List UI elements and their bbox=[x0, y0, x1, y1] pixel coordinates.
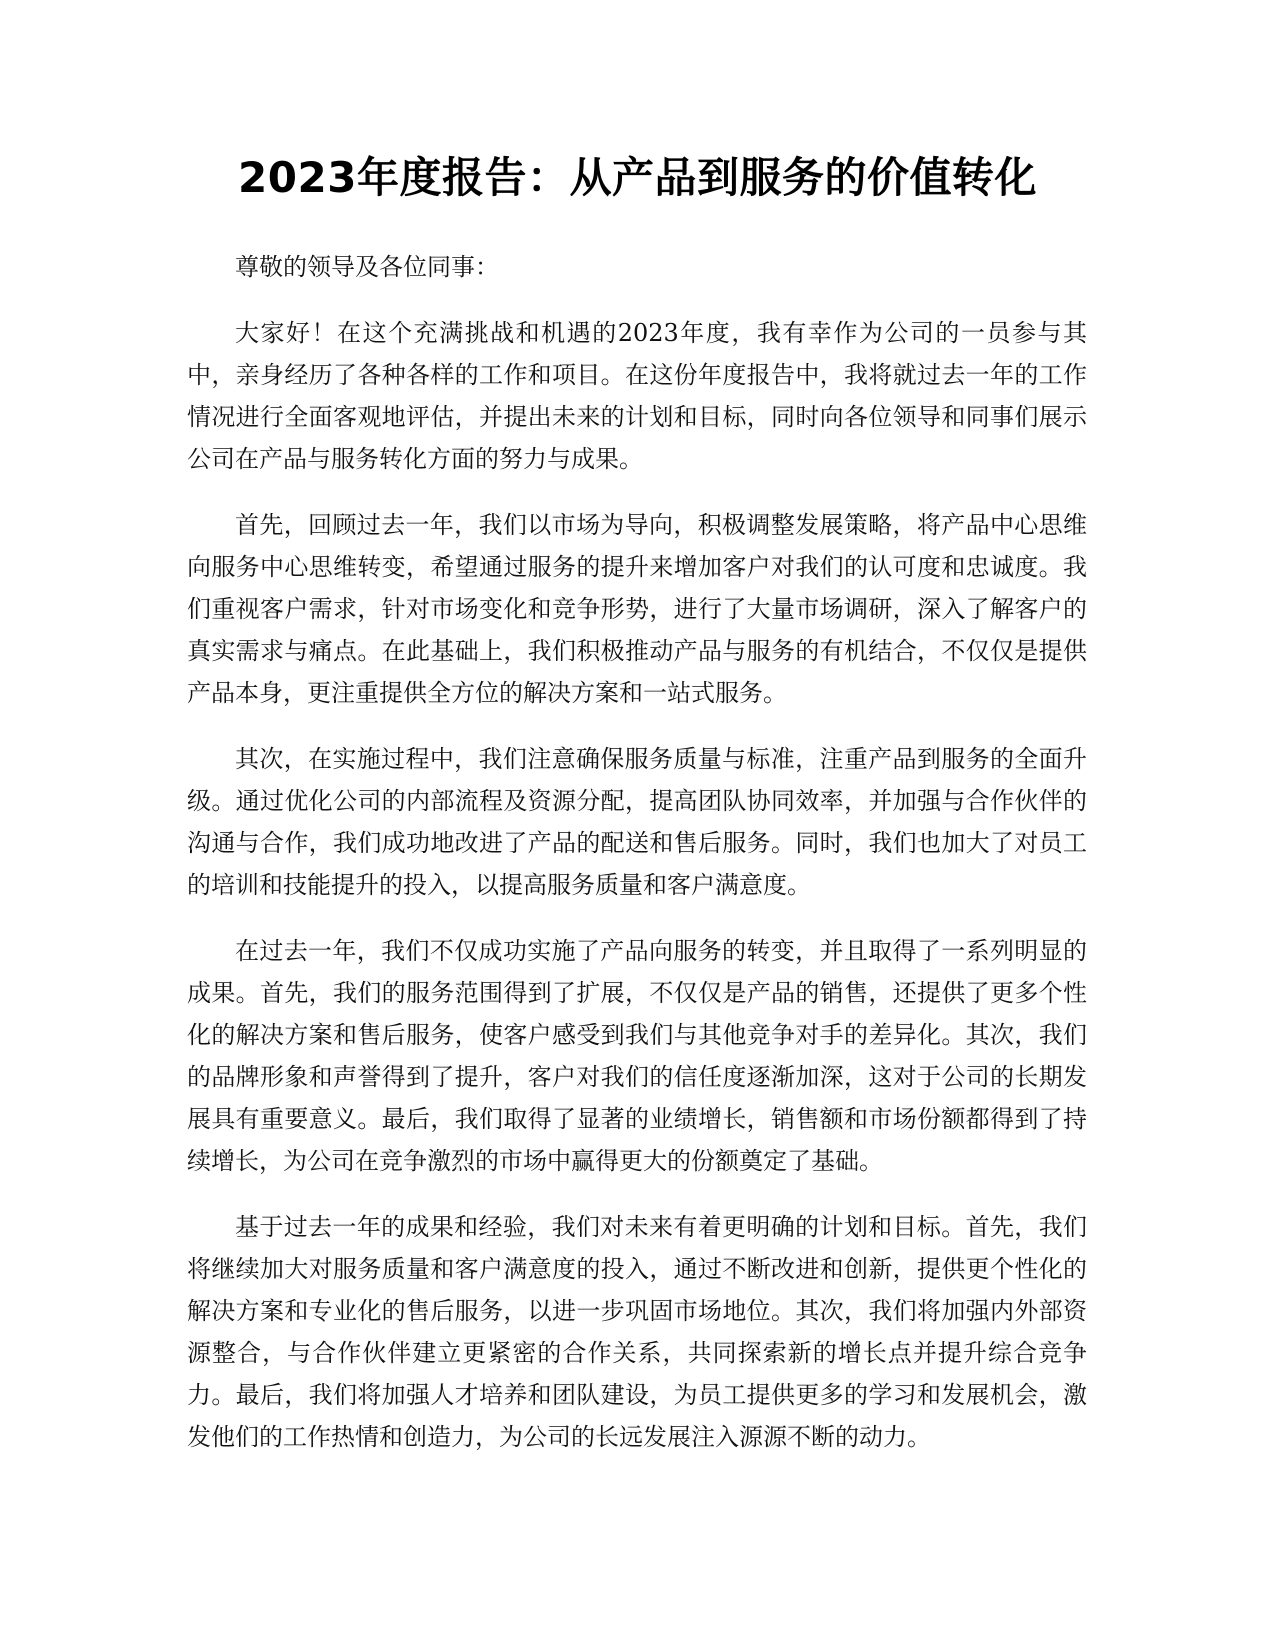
paragraph-4: 在过去一年，我们不仅成功实施了产品向服务的转变，并且取得了一系列明显的成果。首先，我们的服务范围得到了扩展，不仅仅是产品的销售，还提供了更多个性化的解决方案和售后服务，使客户感受到我们与其他竞争对手的差异化。其次，我们的品牌形象和声誉得到了提升，客户对我们的信任度逐渐加深，这对于公司的长期发展具有重要意义。最后，我们取得了显著的业绩增长，销售额和市场份额都得到了持续增长，为公司在竞争激烈的市场中赢得更大的份额奠定了基础。 bbox=[187, 937, 1087, 1175]
paragraph-5: 基于过去一年的成果和经验，我们对未来有着更明确的计划和目标。首先，我们将继续加大对服务质量和客户满意度的投入，通过不断改进和创新，提供更个性化的解决方案和专业化的售后服务，以进一步巩固市场地位。其次，我们将加强内外部资源整合，与合作伙伴建立更紧密的合作关系，共同探索新的增长点并提升综合竞争力。最后，我们将加强人才培养和团队建设，为员工提供更多的学习和发展机会，激发他们的工作热情和创造力，为公司的长远发展注入源源不断的动力。 bbox=[187, 1213, 1087, 1451]
paragraph-3: 其次，在实施过程中，我们注意确保服务质量与标准，注重产品到服务的全面升级。通过优化公司的内部流程及资源分配，提高团队协同效率，并加强与合作伙伴的沟通与合作，我们成功地改进了产品的配送和售后服务。同时，我们也加大了对员工的培训和技能提升的投入，以提高服务质量和客户满意度。 bbox=[187, 745, 1087, 899]
paragraph-2: 首先，回顾过去一年，我们以市场为导向，积极调整发展策略，将产品中心思维向服务中心思维转变，希望通过服务的提升来增加客户对我们的认可度和忠诚度。我们重视客户需求，针对市场变化和竞争形势，进行了大量市场调研，深入了解客户的真实需求与痛点。在此基础上，我们积极推动产品与服务的有机结合，不仅仅是提供产品本身，更注重提供全方位的解决方案和一站式服务。 bbox=[187, 511, 1087, 707]
document-title: 2023年度报告：从产品到服务的价值转化 bbox=[238, 153, 1037, 202]
paragraph-1: 大家好！在这个充满挑战和机遇的2023年度，我有幸作为公司的一员参与其中，亲身经历了各种各样的工作和项目。在这份年度报告中，我将就过去一年的工作情况进行全面客观地评估，并提出未来的计划和目标，同时向各位领导和同事们展示公司在产品与服务转化方面的努力与成果。 bbox=[187, 319, 1087, 473]
salutation: 尊敬的领导及各位同事： bbox=[235, 253, 499, 281]
document-body bbox=[187, 246, 1087, 1482]
